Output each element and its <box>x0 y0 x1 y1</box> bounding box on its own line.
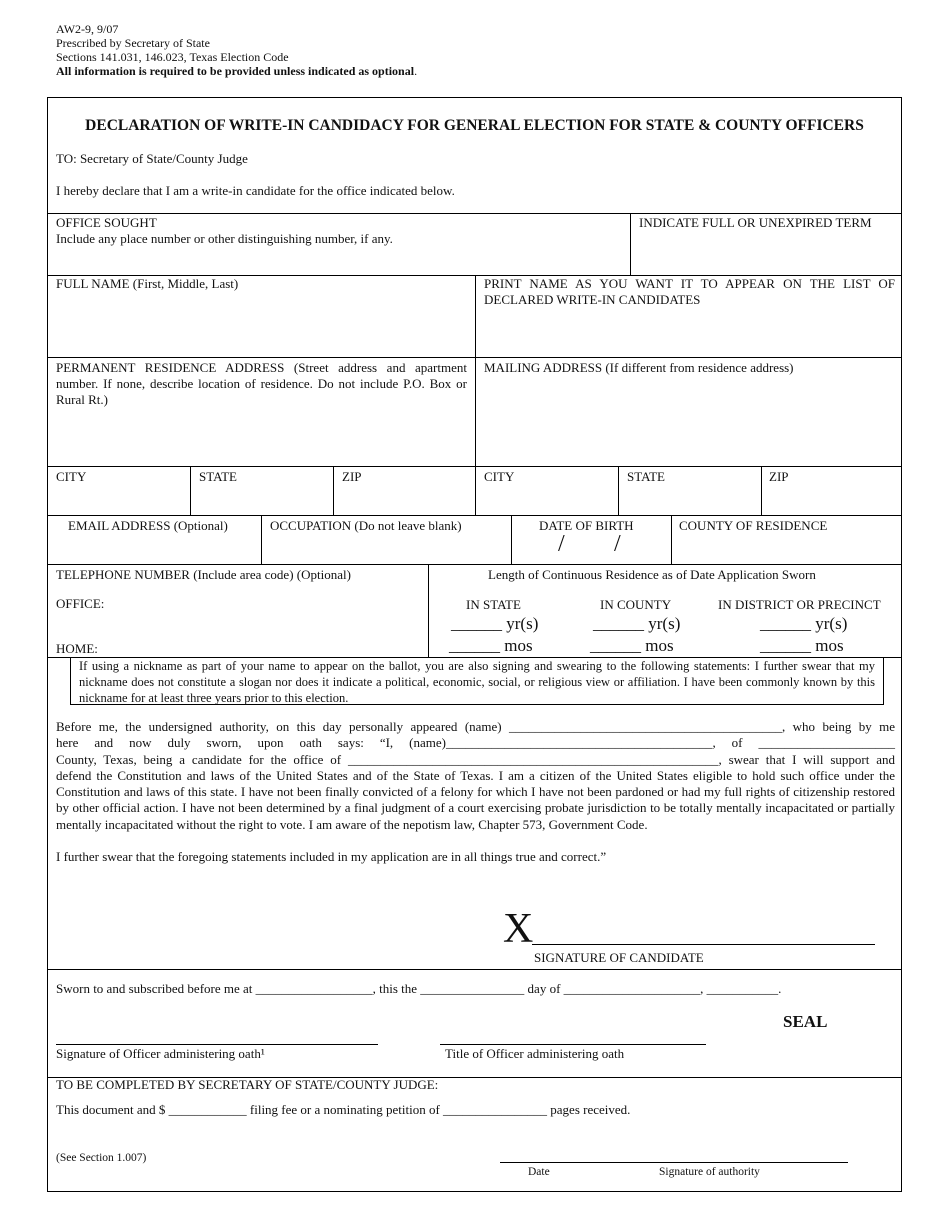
divider <box>618 466 619 515</box>
mailing-zip-field[interactable]: ZIP <box>769 469 789 484</box>
oath-line: here and now duly sworn, upon oath says: “I, (name)_________________________________________, of _____________________ <box>56 735 895 751</box>
divider <box>48 213 901 214</box>
required-notice-text: All information is required to be provided unless indicated as optional <box>56 64 415 78</box>
oath-body: defend the Constitution and laws of the United States and of the State of Texas. I am a citizen of the United States eligible to hold such office under the Constitution and laws of this state. I have not been finally convicted of a felony for which I have not been pardoned or had my full rights of citizenship restored by other official action. I have not been determined by a final judgment of a court exercising probate jurisdiction to be totally mentally incapacitated or partially mentally incapacitated without the right to vote. I am aware of the nepotism law, Chapter 573, Government Code. <box>56 767 895 832</box>
in-district-label: IN DISTRICT OR PRECINCT <box>718 597 881 612</box>
date-label: Date <box>528 1166 550 1178</box>
divider <box>671 515 672 564</box>
in-district-years-field[interactable]: ______ yr(s) <box>760 614 848 633</box>
divider <box>190 466 191 515</box>
residence-city-field[interactable]: CITY <box>56 469 87 484</box>
election-code-sections: Sections 141.031, 146.023, Texas Election Code <box>56 50 289 64</box>
residence-state-field[interactable]: STATE <box>199 469 237 484</box>
divider <box>48 515 901 516</box>
dob-separator: / <box>558 531 565 557</box>
in-state-months-field[interactable]: ______ mos <box>449 636 533 655</box>
divider <box>475 466 476 515</box>
officer-title-label: Title of Officer administering oath <box>445 1046 625 1061</box>
declaration-statement: I hereby declare that I am a write-in candidate for the office indicated below. <box>56 183 455 198</box>
telephone-label: TELEPHONE NUMBER (Include area code) (Optional) <box>56 567 351 582</box>
in-county-label: IN COUNTY <box>600 597 672 612</box>
officer-signature-line[interactable] <box>56 1044 378 1045</box>
residence-length-label: Length of Continuous Residence as of Date Application Sworn <box>488 567 816 582</box>
print-name-field[interactable]: PRINT NAME AS YOU WANT IT TO APPEAR ON THE LIST OF DECLARED WRITE-IN CANDIDATES <box>484 276 895 307</box>
county-of-residence-field[interactable]: COUNTY OF RESIDENCE <box>679 518 828 533</box>
full-name-field[interactable]: FULL NAME (First, Middle, Last) <box>56 276 239 291</box>
officer-title-line[interactable] <box>440 1044 706 1045</box>
date-of-birth-field[interactable]: DATE OF BIRTH <box>539 518 634 533</box>
oath-line: Before me, the undersigned authority, on this day personally appeared (name) __________________________________________, who being by me <box>56 719 895 734</box>
divider <box>475 275 476 466</box>
oath-line: County, Texas, being a candidate for the office of _________________________________________________________, swear that I will support and <box>56 751 895 767</box>
office-sought-field[interactable] <box>56 215 393 247</box>
in-county-months-field[interactable]: ______ mos <box>590 636 674 655</box>
dob-separator: / <box>614 531 621 557</box>
divider <box>48 357 901 358</box>
office-sought-note: Include any place number or other distinguishing number, if any. <box>56 231 393 246</box>
in-state-label: IN STATE <box>466 597 521 612</box>
email-field[interactable]: EMAIL ADDRESS (Optional) <box>68 518 228 533</box>
nickname-statement: If using a nickname as part of your name to appear on the ballot, you are also signing and swearing to the following statements: I further swear that my nickname does not constitute a slogan nor does it indicate a political, economic, social, or religious view or affiliation. I have been commonly known by this nickname for at least three years prior to this election. <box>70 657 884 705</box>
in-state-years-field[interactable]: ______ yr(s) <box>451 614 539 633</box>
divider <box>630 213 631 275</box>
sworn-statement[interactable]: Sworn to and subscribed before me at __________________, this the ________________ day of _____________________, ___________. <box>56 981 782 996</box>
form-id: AW2-9, 9/07 <box>56 22 119 36</box>
authority-signature-label: Signature of authority <box>659 1166 760 1178</box>
divider <box>48 969 901 970</box>
divider <box>761 466 762 515</box>
in-district-months-field[interactable]: ______ mos <box>760 636 844 655</box>
filing-fee-statement[interactable]: This document and $ ____________ filing fee or a nominating petition of ________________ pages received. <box>56 1102 631 1117</box>
permanent-address-field[interactable]: PERMANENT RESIDENCE ADDRESS (Street address and apartment number. If none, describe location of residence. Do not include P.O. Box or Rural Rt.) <box>56 360 467 407</box>
occupation-field[interactable]: OCCUPATION (Do not leave blank) <box>270 518 462 533</box>
in-county-years-field[interactable]: ______ yr(s) <box>593 614 681 633</box>
divider <box>48 564 901 565</box>
mailing-address-field[interactable]: MAILING ADDRESS (If different from residence address) <box>484 360 794 375</box>
oath-statement <box>56 719 895 865</box>
divider <box>333 466 334 515</box>
sos-section-heading: TO BE COMPLETED BY SECRETARY OF STATE/COUNTY JUDGE: <box>56 1077 439 1092</box>
divider <box>261 515 262 564</box>
office-phone-field[interactable]: OFFICE: <box>56 596 105 611</box>
seal-label: SEAL <box>783 1012 828 1031</box>
form-title: DECLARATION OF WRITE-IN CANDIDACY FOR GENERAL ELECTION FOR STATE & COUNTY OFFICERS <box>85 117 864 134</box>
signature-x-mark: X <box>503 906 534 952</box>
term-field[interactable]: INDICATE FULL OR UNEXPIRED TERM <box>639 215 872 230</box>
residence-zip-field[interactable]: ZIP <box>342 469 362 484</box>
home-phone-field[interactable]: HOME: <box>56 641 98 656</box>
prescribed-by: Prescribed by Secretary of State <box>56 36 210 50</box>
mailing-state-field[interactable]: STATE <box>627 469 665 484</box>
declaration-form <box>47 97 902 1192</box>
divider <box>428 564 429 657</box>
required-notice-period: . <box>414 64 418 78</box>
candidate-signature-line[interactable] <box>532 944 875 945</box>
officer-signature-label: Signature of Officer administering oath¹ <box>56 1046 265 1061</box>
authority-signature-line[interactable] <box>500 1162 848 1163</box>
section-reference: (See Section 1.007) <box>56 1152 147 1164</box>
mailing-city-field[interactable]: CITY <box>484 469 515 484</box>
addressee: TO: Secretary of State/County Judge <box>56 151 248 166</box>
required-notice <box>56 64 417 78</box>
candidate-signature-label: SIGNATURE OF CANDIDATE <box>534 950 704 965</box>
form-header <box>56 22 417 78</box>
further-swear: I further swear that the foregoing statements included in my application are in all things true and correct.” <box>56 849 607 865</box>
divider <box>511 515 512 564</box>
office-sought-label: OFFICE SOUGHT <box>56 215 157 230</box>
